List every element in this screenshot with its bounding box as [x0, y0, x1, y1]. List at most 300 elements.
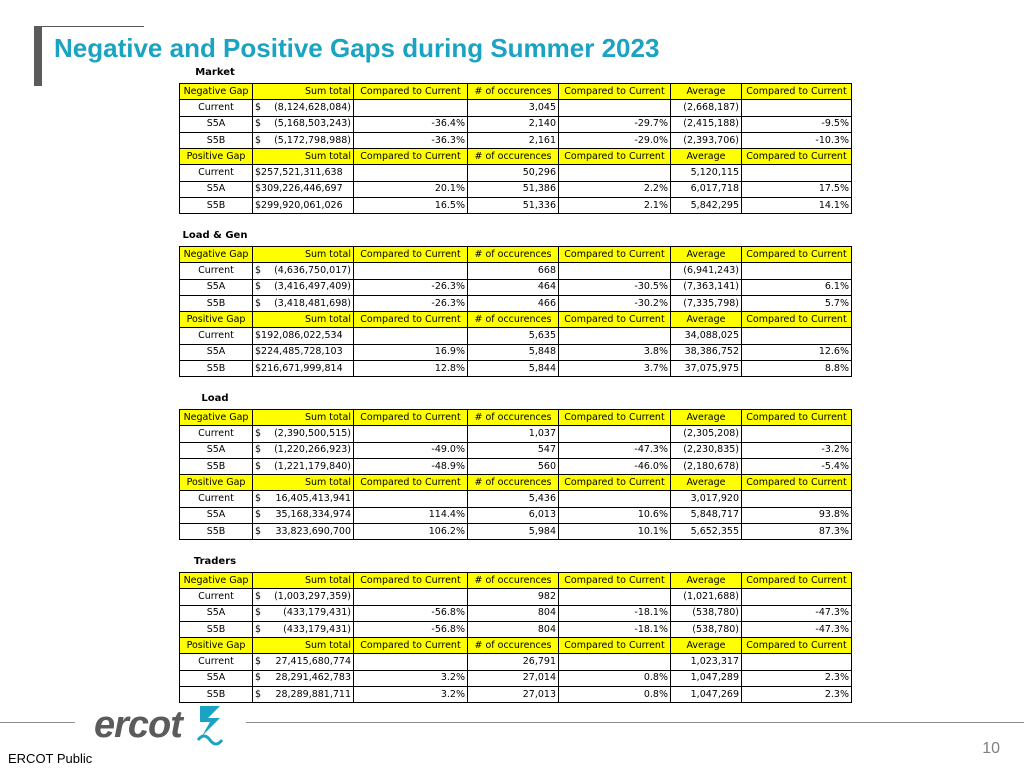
sum-cell — [253, 344, 354, 360]
average-cell: (1,021,688) — [671, 589, 742, 605]
sum-value: $224,485,728,103 — [255, 346, 343, 358]
table-row — [180, 100, 852, 116]
compare-average-cell: 12.6% — [742, 344, 852, 360]
header-cell: Negative Gap — [180, 247, 253, 263]
average-cell: 1,047,289 — [671, 670, 742, 686]
gap-table — [179, 572, 852, 703]
table-row — [180, 198, 852, 214]
table-row — [180, 670, 852, 686]
header-cell: Negative Gap — [180, 84, 253, 100]
average-cell: 5,652,355 — [671, 524, 742, 540]
positive-header-row — [180, 638, 852, 654]
table-row — [180, 589, 852, 605]
header-cell: Average — [671, 247, 742, 263]
header-cell: Average — [671, 410, 742, 426]
header-cell: Sum total — [253, 84, 354, 100]
row-label: S5B — [180, 198, 253, 214]
footer-classification: ERCOT Public — [8, 751, 93, 766]
table-row — [180, 279, 852, 295]
row-label: S5B — [180, 458, 253, 474]
compare-sum-cell — [354, 654, 468, 670]
average-cell: (2,668,187) — [671, 100, 742, 116]
count-cell: 982 — [468, 589, 559, 605]
header-cell: Compared to Current — [742, 475, 852, 491]
title-accent-line — [34, 26, 144, 27]
row-label: Current — [180, 263, 253, 279]
currency-symbol: $ — [255, 444, 262, 456]
row-label: Current — [180, 654, 253, 670]
table-row — [180, 361, 852, 377]
sum-cell — [253, 507, 354, 523]
header-cell: # of occurences — [468, 475, 559, 491]
sum-value: (1,220,266,923) — [274, 444, 351, 456]
sum-cell — [253, 670, 354, 686]
compare-count-cell — [559, 263, 671, 279]
count-cell: 5,635 — [468, 328, 559, 344]
compare-sum-cell: -48.9% — [354, 458, 468, 474]
table-row — [180, 605, 852, 621]
header-cell: # of occurences — [468, 638, 559, 654]
compare-count-cell: -30.5% — [559, 279, 671, 295]
negative-header-row — [180, 247, 852, 263]
average-cell: 3,017,920 — [671, 491, 742, 507]
average-cell: (7,335,798) — [671, 295, 742, 311]
compare-count-cell: 10.1% — [559, 524, 671, 540]
sum-cell — [253, 589, 354, 605]
average-cell: (2,415,188) — [671, 116, 742, 132]
sum-value: (5,172,798,988) — [274, 134, 351, 146]
sum-value: (5,168,503,243) — [274, 118, 351, 130]
currency-symbol: $ — [255, 672, 262, 684]
sum-cell — [253, 654, 354, 670]
count-cell: 547 — [468, 442, 559, 458]
average-cell: 5,120,115 — [671, 165, 742, 181]
sum-value: $309,226,446,697 — [255, 183, 343, 195]
table-row — [180, 524, 852, 540]
compare-count-cell: -29.7% — [559, 116, 671, 132]
average-cell: 6,017,718 — [671, 181, 742, 197]
compare-average-cell: -47.3% — [742, 621, 852, 637]
compare-average-cell — [742, 165, 852, 181]
currency-symbol: $ — [255, 623, 262, 635]
compare-count-cell: 2.2% — [559, 181, 671, 197]
sum-cell — [253, 279, 354, 295]
header-cell: Compared to Current — [742, 149, 852, 165]
header-cell: Compared to Current — [354, 84, 468, 100]
compare-sum-cell: -49.0% — [354, 442, 468, 458]
header-cell: Compared to Current — [559, 573, 671, 589]
header-cell: Positive Gap — [180, 312, 253, 328]
compare-count-cell: 3.7% — [559, 361, 671, 377]
compare-count-cell: 0.8% — [559, 687, 671, 703]
sum-cell — [253, 198, 354, 214]
compare-sum-cell: 16.9% — [354, 344, 468, 360]
compare-sum-cell: -56.8% — [354, 621, 468, 637]
compare-sum-cell: 3.2% — [354, 687, 468, 703]
header-cell: Compared to Current — [742, 247, 852, 263]
sum-value: (433,179,431) — [283, 623, 351, 635]
average-cell: 1,047,269 — [671, 687, 742, 703]
sum-cell — [253, 295, 354, 311]
compare-average-cell — [742, 654, 852, 670]
sum-value: (433,179,431) — [283, 607, 351, 619]
compare-count-cell: -18.1% — [559, 605, 671, 621]
sum-value: $257,521,311,638 — [255, 167, 343, 179]
average-cell: (538,780) — [671, 621, 742, 637]
negative-header-row — [180, 573, 852, 589]
average-cell: (538,780) — [671, 605, 742, 621]
sum-value: (2,390,500,515) — [274, 427, 351, 439]
header-cell: Sum total — [253, 247, 354, 263]
table-row — [180, 507, 852, 523]
header-cell: # of occurences — [468, 410, 559, 426]
sum-value: $299,920,061,026 — [255, 199, 343, 211]
sum-cell — [253, 263, 354, 279]
row-label: S5A — [180, 181, 253, 197]
count-cell: 5,436 — [468, 491, 559, 507]
header-cell: Average — [671, 573, 742, 589]
row-label: S5B — [180, 621, 253, 637]
table-row — [180, 458, 852, 474]
compare-average-cell: 17.5% — [742, 181, 852, 197]
sum-cell — [253, 605, 354, 621]
sum-value: 35,168,334,974 — [275, 509, 351, 521]
average-cell: 34,088,025 — [671, 328, 742, 344]
compare-sum-cell — [354, 100, 468, 116]
table-row — [180, 181, 852, 197]
count-cell: 51,386 — [468, 181, 559, 197]
compare-sum-cell: 114.4% — [354, 507, 468, 523]
table-row — [180, 621, 852, 637]
currency-symbol: $ — [255, 656, 262, 668]
sum-cell — [253, 328, 354, 344]
compare-average-cell: -47.3% — [742, 605, 852, 621]
count-cell: 2,140 — [468, 116, 559, 132]
sum-value: (3,416,497,409) — [274, 281, 351, 293]
sum-cell — [253, 361, 354, 377]
sum-value: 33,823,690,700 — [275, 525, 351, 537]
sum-value: (3,418,481,698) — [274, 297, 351, 309]
header-cell: Sum total — [253, 475, 354, 491]
row-label: Current — [180, 589, 253, 605]
table-row — [180, 687, 852, 703]
header-cell: Negative Gap — [180, 410, 253, 426]
average-cell: 38,386,752 — [671, 344, 742, 360]
compare-sum-cell — [354, 165, 468, 181]
sum-cell — [253, 116, 354, 132]
currency-symbol: $ — [255, 297, 262, 309]
compare-sum-cell: -26.3% — [354, 279, 468, 295]
header-cell: Compared to Current — [559, 149, 671, 165]
compare-average-cell: 14.1% — [742, 198, 852, 214]
count-cell: 1,037 — [468, 426, 559, 442]
compare-count-cell: -29.0% — [559, 132, 671, 148]
sum-cell — [253, 100, 354, 116]
count-cell: 3,045 — [468, 100, 559, 116]
header-cell: Sum total — [253, 573, 354, 589]
sum-value: $216,671,999,814 — [255, 362, 343, 374]
sum-cell — [253, 621, 354, 637]
compare-sum-cell — [354, 491, 468, 507]
header-cell: Compared to Current — [742, 638, 852, 654]
header-cell: Positive Gap — [180, 149, 253, 165]
compare-average-cell — [742, 263, 852, 279]
header-cell: Compared to Current — [354, 312, 468, 328]
header-cell: # of occurences — [468, 573, 559, 589]
compare-sum-cell: -36.4% — [354, 116, 468, 132]
row-label: S5A — [180, 279, 253, 295]
table-row — [180, 328, 852, 344]
compare-sum-cell — [354, 328, 468, 344]
compare-average-cell: -3.2% — [742, 442, 852, 458]
sum-value: $192,086,022,534 — [255, 330, 343, 342]
compare-average-cell — [742, 426, 852, 442]
average-cell: (2,180,678) — [671, 458, 742, 474]
header-cell: Compared to Current — [742, 410, 852, 426]
header-cell: Sum total — [253, 312, 354, 328]
count-cell: 5,844 — [468, 361, 559, 377]
header-cell: Compared to Current — [559, 312, 671, 328]
sum-cell — [253, 132, 354, 148]
row-label: S5A — [180, 116, 253, 132]
header-cell: Average — [671, 312, 742, 328]
row-label: S5A — [180, 670, 253, 686]
average-cell: 1,023,317 — [671, 654, 742, 670]
table-row — [180, 344, 852, 360]
header-cell: Compared to Current — [354, 247, 468, 263]
compare-count-cell — [559, 328, 671, 344]
footer-divider-left — [0, 722, 75, 723]
table-row — [180, 165, 852, 181]
sum-value: (4,636,750,017) — [274, 264, 351, 276]
count-cell: 26,791 — [468, 654, 559, 670]
header-cell: Compared to Current — [742, 84, 852, 100]
compare-count-cell — [559, 426, 671, 442]
sum-value: 27,415,680,774 — [275, 656, 351, 668]
currency-symbol: $ — [255, 688, 262, 700]
header-cell: Positive Gap — [180, 638, 253, 654]
row-label: Current — [180, 491, 253, 507]
count-cell: 804 — [468, 605, 559, 621]
currency-symbol: $ — [255, 509, 262, 521]
count-cell: 560 — [468, 458, 559, 474]
currency-symbol: $ — [255, 101, 262, 113]
sum-cell — [253, 491, 354, 507]
compare-average-cell: 93.8% — [742, 507, 852, 523]
header-cell: Compared to Current — [559, 84, 671, 100]
row-label: S5B — [180, 687, 253, 703]
currency-symbol: $ — [255, 590, 262, 602]
compare-sum-cell — [354, 263, 468, 279]
count-cell: 668 — [468, 263, 559, 279]
row-label: S5A — [180, 442, 253, 458]
sum-value: (1,221,179,840) — [274, 460, 351, 472]
currency-symbol: $ — [255, 118, 262, 130]
compare-average-cell: 2.3% — [742, 670, 852, 686]
header-cell: # of occurences — [468, 149, 559, 165]
compare-count-cell — [559, 654, 671, 670]
row-label: Current — [180, 165, 253, 181]
sum-cell — [253, 426, 354, 442]
header-cell: Compared to Current — [354, 410, 468, 426]
compare-sum-cell — [354, 589, 468, 605]
sum-cell — [253, 524, 354, 540]
header-cell: Negative Gap — [180, 573, 253, 589]
header-cell: Positive Gap — [180, 475, 253, 491]
table-row — [180, 654, 852, 670]
header-cell: Average — [671, 638, 742, 654]
compare-count-cell: -47.3% — [559, 442, 671, 458]
compare-average-cell — [742, 100, 852, 116]
compare-sum-cell: 3.2% — [354, 670, 468, 686]
compare-count-cell: 0.8% — [559, 670, 671, 686]
table-row — [180, 426, 852, 442]
compare-count-cell — [559, 100, 671, 116]
header-cell: # of occurences — [468, 312, 559, 328]
compare-average-cell: -5.4% — [742, 458, 852, 474]
table-row — [180, 442, 852, 458]
section-label: Market — [195, 67, 235, 78]
table-row — [180, 263, 852, 279]
table-row — [180, 132, 852, 148]
average-cell: 5,842,295 — [671, 198, 742, 214]
compare-count-cell: -30.2% — [559, 295, 671, 311]
currency-symbol: $ — [255, 525, 262, 537]
currency-symbol: $ — [255, 427, 262, 439]
compare-average-cell: -9.5% — [742, 116, 852, 132]
average-cell: 5,848,717 — [671, 507, 742, 523]
compare-sum-cell: 106.2% — [354, 524, 468, 540]
compare-average-cell: 8.8% — [742, 361, 852, 377]
positive-header-row — [180, 312, 852, 328]
currency-symbol: $ — [255, 264, 262, 276]
header-cell: Compared to Current — [742, 312, 852, 328]
average-cell: 37,075,975 — [671, 361, 742, 377]
compare-count-cell: 3.8% — [559, 344, 671, 360]
average-cell: (2,305,208) — [671, 426, 742, 442]
compare-average-cell — [742, 589, 852, 605]
count-cell: 2,161 — [468, 132, 559, 148]
currency-symbol: $ — [255, 281, 262, 293]
gap-table — [179, 83, 852, 214]
table-row — [180, 116, 852, 132]
sum-value: (8,124,628,084) — [274, 101, 351, 113]
section-label: Load & Gen — [182, 230, 248, 241]
compare-sum-cell: -56.8% — [354, 605, 468, 621]
row-label: S5A — [180, 507, 253, 523]
row-label: S5A — [180, 344, 253, 360]
table-row — [180, 491, 852, 507]
currency-symbol: $ — [255, 607, 262, 619]
compare-sum-cell: -26.3% — [354, 295, 468, 311]
compare-count-cell: -18.1% — [559, 621, 671, 637]
row-label: S5B — [180, 361, 253, 377]
section-label: Traders — [193, 556, 237, 567]
row-label: S5B — [180, 132, 253, 148]
compare-sum-cell: 16.5% — [354, 198, 468, 214]
average-cell: (2,230,835) — [671, 442, 742, 458]
compare-count-cell — [559, 589, 671, 605]
currency-symbol: $ — [255, 460, 262, 472]
count-cell: 466 — [468, 295, 559, 311]
positive-header-row — [180, 149, 852, 165]
sum-value: 16,405,413,941 — [275, 493, 351, 505]
compare-count-cell — [559, 491, 671, 507]
compare-count-cell: 10.6% — [559, 507, 671, 523]
ercot-logo: ercot — [94, 704, 182, 746]
title-accent-bar — [34, 26, 42, 86]
header-cell: Compared to Current — [354, 149, 468, 165]
header-cell: Sum total — [253, 149, 354, 165]
sum-cell — [253, 458, 354, 474]
compare-average-cell: 87.3% — [742, 524, 852, 540]
header-cell: Sum total — [253, 410, 354, 426]
compare-average-cell: 2.3% — [742, 687, 852, 703]
table-row — [180, 295, 852, 311]
page-title: Negative and Positive Gaps during Summer 2023 — [54, 33, 660, 63]
average-cell: (2,393,706) — [671, 132, 742, 148]
row-label: Current — [180, 100, 253, 116]
ercot-logo-mark-icon — [196, 700, 224, 750]
compare-sum-cell: 20.1% — [354, 181, 468, 197]
compare-average-cell: -10.3% — [742, 132, 852, 148]
count-cell: 804 — [468, 621, 559, 637]
row-label: Current — [180, 426, 253, 442]
count-cell: 464 — [468, 279, 559, 295]
currency-symbol: $ — [255, 493, 262, 505]
header-cell: Average — [671, 84, 742, 100]
compare-sum-cell — [354, 426, 468, 442]
header-cell: Compared to Current — [354, 475, 468, 491]
compare-average-cell — [742, 491, 852, 507]
gap-table — [179, 246, 852, 377]
row-label: S5B — [180, 524, 253, 540]
header-cell: Compared to Current — [559, 410, 671, 426]
gap-table — [179, 409, 852, 540]
sum-value: 28,289,881,711 — [275, 688, 351, 700]
average-cell: (7,363,141) — [671, 279, 742, 295]
compare-count-cell: 2.1% — [559, 198, 671, 214]
negative-header-row — [180, 410, 852, 426]
compare-average-cell: 5.7% — [742, 295, 852, 311]
page-number: 10 — [982, 740, 1000, 757]
count-cell: 5,848 — [468, 344, 559, 360]
count-cell: 27,013 — [468, 687, 559, 703]
header-cell: Sum total — [253, 638, 354, 654]
average-cell: (6,941,243) — [671, 263, 742, 279]
header-cell: Average — [671, 475, 742, 491]
header-cell: Average — [671, 149, 742, 165]
count-cell: 6,013 — [468, 507, 559, 523]
compare-sum-cell: 12.8% — [354, 361, 468, 377]
sum-value: (1,003,297,359) — [274, 590, 351, 602]
sum-value: 28,291,462,783 — [275, 672, 351, 684]
header-cell: Compared to Current — [354, 638, 468, 654]
count-cell: 5,984 — [468, 524, 559, 540]
count-cell: 50,296 — [468, 165, 559, 181]
count-cell: 51,336 — [468, 198, 559, 214]
header-cell: # of occurences — [468, 84, 559, 100]
header-cell: Compared to Current — [559, 247, 671, 263]
negative-header-row — [180, 84, 852, 100]
compare-count-cell — [559, 165, 671, 181]
compare-sum-cell: -36.3% — [354, 132, 468, 148]
compare-average-cell: 6.1% — [742, 279, 852, 295]
currency-symbol: $ — [255, 134, 262, 146]
row-label: Current — [180, 328, 253, 344]
header-cell: Compared to Current — [559, 475, 671, 491]
sum-cell — [253, 181, 354, 197]
